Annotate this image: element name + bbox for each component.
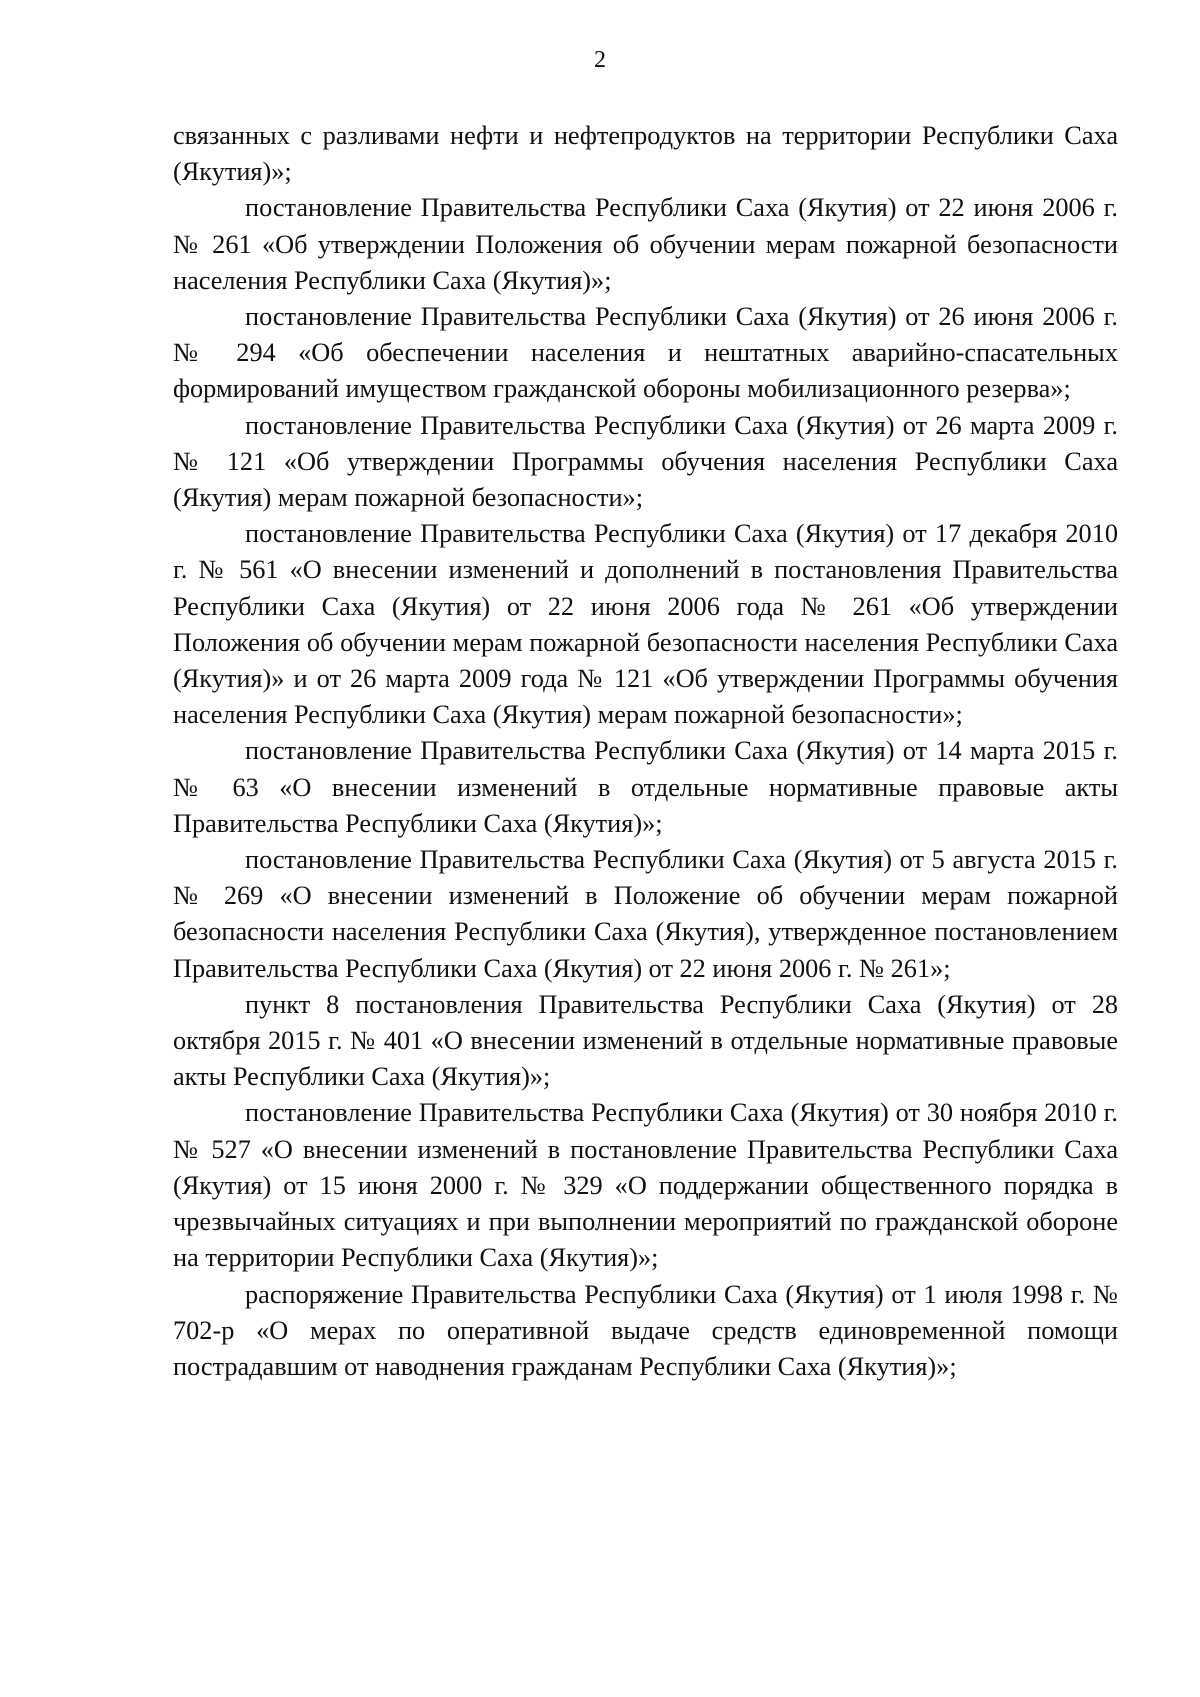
paragraph-item: постановление Правительства Республики Саха (Якутия) от 17 декабря 2010 г. № 561 «О внесении изменений и дополнений в постановления Правительства Республики Саха (Якутия) от 22 июня 2006 года № 261 «Об утверждении Положения об обучении мерам пожарной безопасности населения Республики Саха (Якутия)» и от 26 марта 2009 года № 121 «Об утверждении Программы обучения населения Республики Саха (Якутия) мерам пожарной безопасности»; (173, 519, 1118, 730)
paragraph-item: постановление Правительства Республики Саха (Якутия) от 30 ноября 2010 г. № 527 «О внесении изменений в постановление Правительства Республики Саха (Якутия) от 15 июня 2000 г. № 329 «О поддержании общественного порядка в чрезвычайных ситуациях и при выполнении мероприятий по гражданской обороне на территории Республики Саха (Якутия)»; (173, 1098, 1118, 1273)
paragraph-item: постановление Правительства Республики Саха (Якутия) от 26 июня 2006 г. № 294 «Об обеспечении населения и нештатных аварийно-спасательных формирований имуществом гражданской обороны мобилизационного резерва»; (173, 302, 1118, 404)
paragraph-continuation: связанных с разливами нефти и нефтепродуктов на территории Республики Саха (Якутия)»; (173, 121, 1118, 187)
paragraph-item: постановление Правительства Республики Саха (Якутия) от 5 августа 2015 г. № 269 «О внесении изменений в Положение об обучении мерам пожарной безопасности населения Республики Саха (Якутия), утвержденное постановлением Правительства Республики Саха (Якутия) от 22 июня 2006 г. № 261»; (173, 845, 1118, 983)
paragraph-item: постановление Правительства Республики Саха (Якутия) от 22 июня 2006 г. № 261 «Об утверждении Положения об обучении мерам пожарной безопасности населения Республики Саха (Якутия)»; (173, 193, 1118, 295)
paragraph-item: постановление Правительства Республики Саха (Якутия) от 26 марта 2009 г. № 121 «Об утверждении Программы обучения населения Республики Саха (Якутия) мерам пожарной безопасности»; (173, 410, 1118, 513)
page-number: 2 (594, 47, 606, 73)
paragraph-item: пункт 8 постановления Правительства Республики Саха (Якутия) от 28 октября 2015 г. № 401 «О внесении изменений в отдельные нормативные правовые акты Республики Саха (Якутия)»; (173, 989, 1118, 1092)
document-body (173, 118, 1118, 1385)
paragraph-item: постановление Правительства Республики Саха (Якутия) от 14 марта 2015 г. № 63 «О внесении изменений в отдельные нормативные правовые акты Правительства Республики Саха (Якутия)»; (173, 736, 1118, 838)
paragraph-item: распоряжение Правительства Республики Саха (Якутия) от 1 июля 1998 г. № 702-р «О мерах по оперативной выдаче средств единовременной помощи пострадавшим от наводнения гражданам Республики Саха (Якутия)»; (173, 1279, 1118, 1381)
